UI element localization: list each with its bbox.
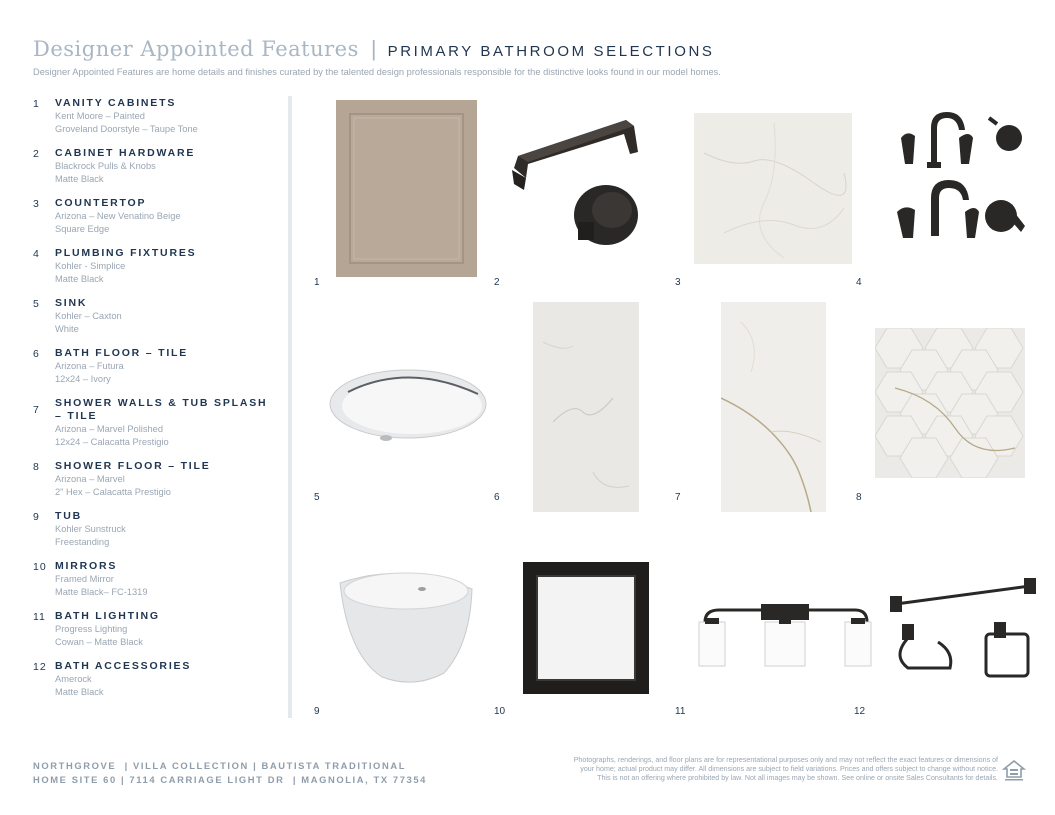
- selection-item: [33, 347, 278, 386]
- selection-detail: 2" Hex – Calacatta Prestigio: [55, 487, 171, 497]
- selection-detail: Kohler Sunstruck: [55, 524, 126, 534]
- footer-address: [33, 759, 427, 787]
- selection-name: PLUMBING FIXTURES: [55, 247, 197, 259]
- disclaimer-line: Photographs, renderings, and floor plans are for representational purposes only and may not reflect the exact features or dimensions of: [573, 756, 998, 764]
- selection-number: 5: [33, 298, 40, 310]
- selection-number: 1: [33, 98, 40, 110]
- selection-number: 10: [33, 561, 47, 573]
- selection-detail: White: [55, 324, 79, 334]
- page-subtitle: PRIMARY BATHROOM SELECTIONS: [387, 43, 715, 60]
- page-header: [33, 36, 1023, 77]
- selection-name: COUNTERTOP: [55, 197, 147, 209]
- grid-number: 2: [494, 277, 500, 288]
- footer-disclaimer: [520, 756, 998, 783]
- selection-name: SINK: [55, 297, 88, 309]
- towel-bar-and-rings-icon: [888, 576, 1038, 682]
- selection-detail: 12x24 – Ivory: [55, 374, 111, 384]
- selection-name: BATH FLOOR – TILE: [55, 347, 189, 359]
- selection-detail: Matte Black: [55, 274, 104, 284]
- selection-detail: Arizona – Futura: [55, 361, 124, 371]
- page-title: Designer Appointed Features: [33, 37, 359, 61]
- selection-detail: 12x24 – Calacatta Prestigio: [55, 437, 169, 447]
- grid-number: 1: [314, 277, 320, 288]
- selection-detail: Square Edge: [55, 224, 110, 234]
- selection-item: [33, 560, 278, 599]
- grid-number: 5: [314, 492, 320, 503]
- selection-detail: Blackrock Pulls & Knobs: [55, 161, 156, 171]
- selection-number: 8: [33, 461, 40, 473]
- selection-detail: Arizona – Marvel Polished: [55, 424, 163, 434]
- selection-number: 9: [33, 511, 40, 523]
- selection-number: 6: [33, 348, 40, 360]
- grid-number: 10: [494, 706, 506, 717]
- selection-detail: Arizona – New Venatino Beige: [55, 211, 181, 221]
- selection-name: TUB: [55, 510, 82, 522]
- countertop-stone-swatch-icon: [694, 113, 852, 264]
- selection-number: 7: [33, 404, 40, 416]
- selection-item: [33, 197, 278, 236]
- selection-item: [33, 297, 278, 336]
- selection-name: VANITY CABINETS: [55, 97, 177, 109]
- selection-detail: Freestanding: [55, 537, 110, 547]
- selection-number: 3: [33, 198, 40, 210]
- selection-detail: Matte Black– FC-1319: [55, 587, 148, 597]
- undermount-sink-icon: [328, 368, 488, 444]
- grid-number: 12: [854, 706, 866, 717]
- selection-item: [33, 510, 278, 549]
- selection-number: 4: [33, 248, 40, 260]
- grid-number: 9: [314, 706, 320, 717]
- intro-text: Designer Appointed Features are home details and finishes curated by the talented design professionals responsible for the distinctive looks found in our model homes.: [33, 67, 721, 77]
- cabinet-door-swatch-icon: [336, 100, 477, 277]
- selection-detail: Progress Lighting: [55, 624, 128, 634]
- selection-item: [33, 660, 278, 699]
- vanity-light-fixture-icon: [695, 600, 875, 670]
- selection-number: 11: [33, 611, 46, 623]
- title-separator: |: [370, 36, 377, 61]
- floor-tile-swatch-icon: [533, 302, 639, 512]
- selection-detail: Framed Mirror: [55, 574, 114, 584]
- grid-number: 7: [675, 492, 681, 503]
- selection-item: [33, 147, 278, 186]
- footer-community-line: NORTHGROVE | VILLA COLLECTION | BAUTISTA TRADITIONAL: [33, 760, 407, 771]
- selection-name: CABINET HARDWARE: [55, 147, 196, 159]
- selection-item: [33, 460, 278, 499]
- grid-number: 4: [856, 277, 862, 288]
- selection-detail: Kohler - Simplice: [55, 261, 126, 271]
- selection-detail: Matte Black: [55, 174, 104, 184]
- disclaimer-line: This is not an offering where prohibited by law. Not all images may be shown. See online or onsite Sales Consultants for details.: [597, 774, 998, 782]
- framed-mirror-icon: [523, 562, 649, 694]
- selection-detail: Matte Black: [55, 687, 104, 697]
- hex-mosaic-tile-icon: [875, 328, 1025, 478]
- selection-number: 12: [33, 661, 47, 673]
- selection-detail: Groveland Doorstyle – Taupe Tone: [55, 124, 198, 134]
- selection-detail: Cowan – Matte Black: [55, 637, 143, 647]
- grid-number: 3: [675, 277, 681, 288]
- selection-item: [33, 397, 278, 449]
- wall-tile-swatch-icon: [721, 302, 826, 512]
- grid-number: 6: [494, 492, 500, 503]
- selection-detail: Arizona – Marvel: [55, 474, 125, 484]
- title-row: [33, 36, 1023, 62]
- selection-name: BATH LIGHTING: [55, 610, 160, 622]
- selection-detail: Kent Moore – Painted: [55, 111, 145, 121]
- equal-housing-opportunity-icon: [1002, 758, 1026, 782]
- column-divider: [288, 96, 292, 718]
- selection-item: [33, 247, 278, 286]
- selection-name: SHOWER WALLS & TUB SPLASH – TILE: [55, 397, 268, 422]
- selection-detail: Kohler – Caxton: [55, 311, 122, 321]
- grid-number: 11: [675, 706, 686, 717]
- pull-and-knob-hardware-icon: [508, 112, 648, 247]
- selection-name: BATH ACCESSORIES: [55, 660, 192, 672]
- freestanding-tub-icon: [334, 565, 479, 687]
- selection-detail: Amerock: [55, 674, 92, 684]
- selection-name: SHOWER FLOOR – TILE: [55, 460, 211, 472]
- selection-item: [33, 97, 278, 136]
- footer-homesite-line: HOME SITE 60 | 7114 CARRIAGE LIGHT DR | MAGNOLIA, TX 77354: [33, 774, 427, 785]
- selection-number: 2: [33, 148, 40, 160]
- grid-number: 8: [856, 492, 862, 503]
- selections-list: [33, 97, 278, 710]
- disclaimer-line: your home; actual product may differ. All dimensions are subject to field variations. Prices and offers subject to change without notice.: [580, 765, 998, 773]
- faucet-fixtures-icon: [893, 108, 1033, 258]
- selection-name: MIRRORS: [55, 560, 118, 572]
- selection-item: [33, 610, 278, 649]
